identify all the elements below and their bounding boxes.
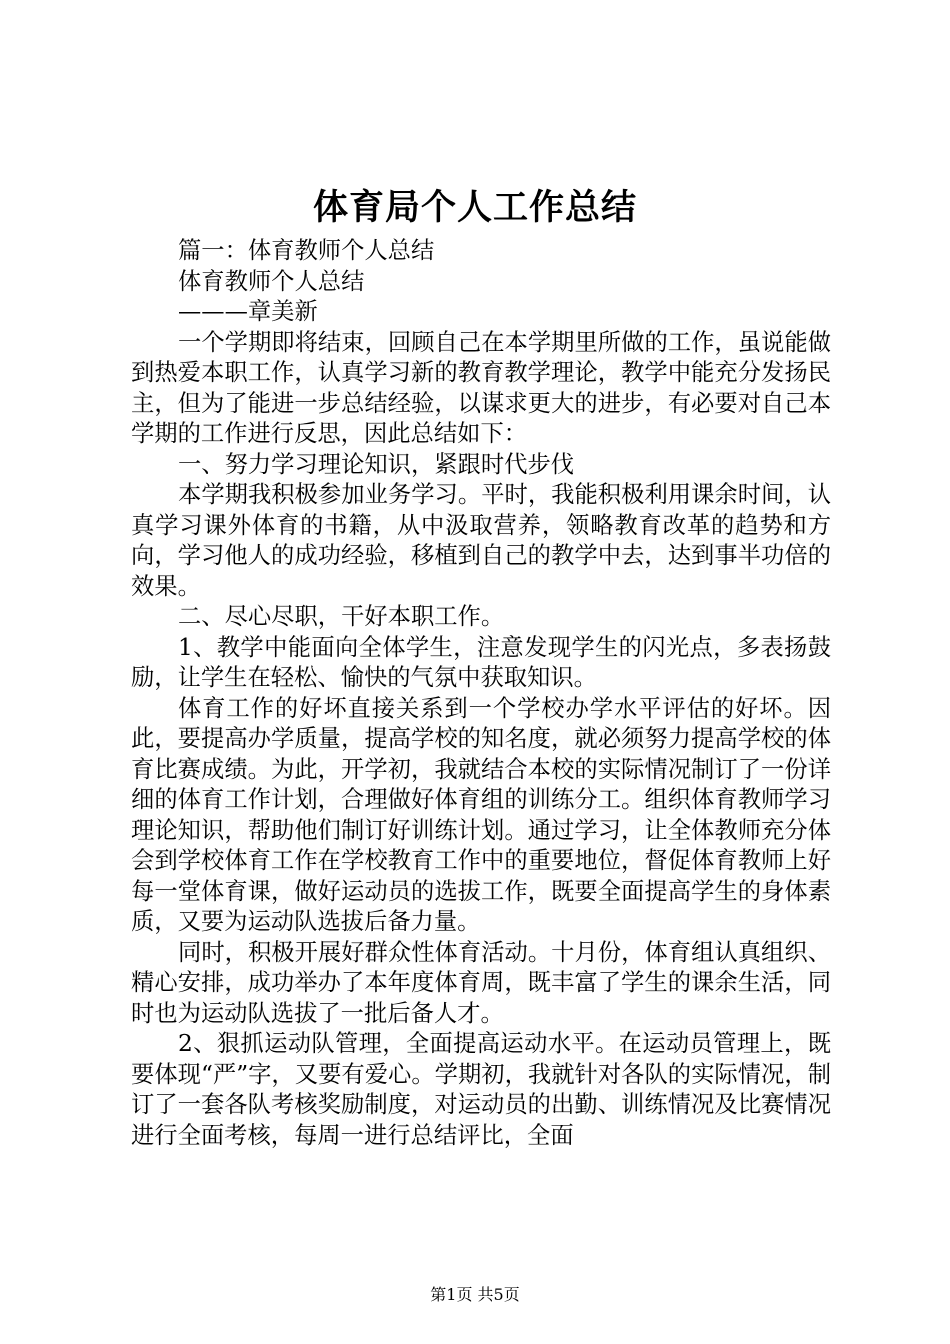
paragraph-author: ———章美新 (178, 298, 318, 325)
document-title: 体育局个人工作总结 (312, 188, 637, 228)
paragraph-sports-work: 体育工作的好坏直接关系到一个学校办学水平评估的好坏。因此，要提高办学质量，提高学校的知名度，就必须努力提高学校的体育比赛成绩。为此，开学初，我就结合本校的实际情况制订了一份详细的体育工作计划，合理做好体育组的训练分工。组织体育教师学习理论知识，帮助他们制订好训练计划。通过学习，让全体教师充分体会到学校体育工作在学校教育工作中的重要地位，督促体育教师上好每一堂体育课，做好运动员的选拔工作，既要全面提高学生的身体素质，又要为运动队选拔后备力量。 (131, 694, 831, 935)
paragraph-activities: 同时，积极开展好群众性体育活动。十月份，体育组认真组织、精心安排，成功举办了本年度体育周，既丰富了学生的课余生活，同时也为运动队选拔了一批后备人才。 (131, 938, 831, 1027)
page-footer: 第1页 共5页 (430, 1285, 520, 1304)
paragraph-item-2: 2、狠抓运动队管理，全面提高运动水平。在运动员管理上，既要体现“严”字，又要有爱心。学期初，我就针对各队的实际情况，制订了一套各队考核奖励制度，对运动员的出勤、训练情况及比赛情况进行全面考核，每周一进行总结评比，全面 (131, 1030, 831, 1149)
paragraph-study: 本学期我积极参加业务学习。平时，我能积极利用课余时间，认真学习课外体育的书籍，从中汲取营养，领略教育改革的趋势和方向，学习他人的成功经验，移植到自己的教学中去，达到事半功倍的效果。 (131, 481, 831, 600)
paragraph-heading-2: 二、尽心尽职，干好本职工作。 (178, 603, 505, 630)
paragraph-subtitle: 体育教师个人总结 (178, 267, 365, 295)
paragraph-heading-1: 一、努力学习理论知识，紧跟时代步伐 (178, 450, 575, 478)
paragraph-item-1: 1、教学中能面向全体学生，注意发现学生的闪光点，多表扬鼓励，让学生在轻松、愉快的气氛中获取知识。 (131, 633, 831, 691)
paragraph-section-heading: 篇一：体育教师个人总结 (178, 237, 435, 264)
paragraph-intro: 一个学期即将结束，回顾自己在本学期里所做的工作，虽说能做到热爱本职工作，认真学习新的教育教学理论，教学中能充分发扬民主，但为了能进一步总结经验，以谋求更大的进步，有必要对自己本学期的工作进行反思，因此总结如下： (131, 328, 831, 447)
document-body (131, 236, 831, 1151)
